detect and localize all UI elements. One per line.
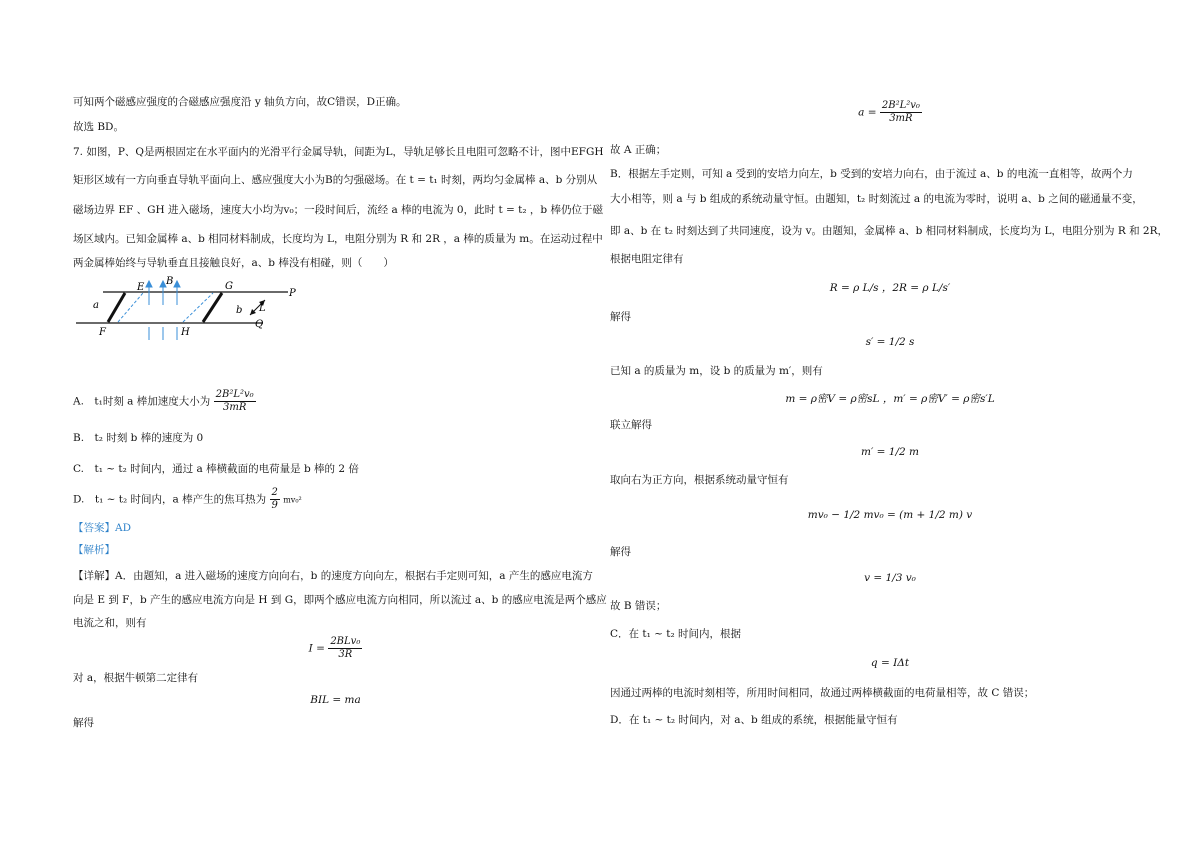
label-q: Q <box>255 319 264 330</box>
prev-choice: 故选 BD。 <box>73 121 124 133</box>
label-b: B <box>166 276 174 287</box>
detail-line-3: 电流之和，则有 <box>73 617 147 629</box>
equation-charge: q = IΔt <box>870 657 910 669</box>
part-b-line-2: 大小相等，则 a 与 b 组成的系统动量守恒。由题知，t₂ 时刻流过 a 的电流为零时，说明 a、b 之间的磁通量不变， <box>610 193 1143 205</box>
analysis-label: 【解析】 <box>73 544 115 556</box>
question-7-line-3: 磁场边界 EF 、GH 进入磁场，速度大小均为v₀；一段时间后，流经 a 棒的电流为 0，此时 t = t₂ ，b 棒仍位于磁 <box>73 204 603 216</box>
momentum-intro: 取向右为正方向，根据系统动量守恒有 <box>610 474 789 486</box>
part-b-line-1: B．根据左手定则，可知 a 受到的安培力向左，b 受到的安培力向右，由于流过 a、b 的电流一直相等，故两个力 <box>610 168 1133 180</box>
label-e: E <box>137 282 145 293</box>
equation-area: s′ = 1/2 s <box>865 336 915 348</box>
detail-line-1: 【详解】A．由题知，a 进入磁场的速度方向向右，b 的速度方向向左，根据右手定则可知，a 产生的感应电流方 <box>73 570 593 582</box>
label-p: P <box>289 288 296 299</box>
question-7-line-1: 7. 如图，P、Q是两根固定在水平面内的光滑平行金属导轨，间距为L，导轨足够长且电阻可忽略不计，图中EFGH <box>73 146 604 158</box>
label-h: H <box>181 327 190 338</box>
part-c-intro: C．在 t₁ ~ t₂ 时间内，根据 <box>610 628 742 640</box>
question-7-line-2: 矩形区域有一方向垂直导轨平面向上、感应强度大小为B的匀强磁场。在 t = t₁ 时刻，两均匀金属棒 a、b 分别从 <box>73 174 598 186</box>
detail-line-2: 向是 E 到 F，b 产生的感应电流方向是 H 到 G，即两个感应电流方向相同，所以流过 a、b 的感应电流是两个感应 <box>73 594 607 606</box>
question-7-line-5: 两金属棒始终与导轨垂直且接触良好，a、b 棒没有相碰，则（ ） <box>73 257 394 269</box>
combine-label: 联立解得 <box>610 419 652 431</box>
option-b: B. t₂ 时刻 b 棒的速度为 0 <box>73 432 204 444</box>
part-b-line-4: 根据电阻定律有 <box>610 253 684 265</box>
label-a: a <box>93 300 99 311</box>
label-bar-b: b <box>236 305 243 316</box>
conclusion-a: 故 A 正确； <box>610 144 667 156</box>
option-a: A. t₁时刻 a 棒加速度大小为 $\frac{\text{2B²L²v₀}}{3mR}$ <box>73 389 254 413</box>
equation-momentum: mv₀ − 1/2 mv₀ = (m + 1/2 m) v <box>807 509 973 521</box>
solve-label: 解得 <box>73 717 94 729</box>
equation-current: I = $\frac{\text{2BLv₀}}{3R}$ <box>308 636 361 660</box>
equation-velocity: v = 1/3 v₀ <box>864 572 916 584</box>
question-7-line-4: 场区域内。已知金属棒 a、b 相同材料制成，长度均为 L，电阻分别为 R 和 2R ，a 棒的质量为 m。在运动过程中 <box>73 233 603 245</box>
rails-diagram <box>73 275 323 345</box>
label-l: L <box>259 303 266 314</box>
equation-force: BIL = ma <box>310 694 361 706</box>
equation-mass-b: m′ = 1/2 m <box>860 446 919 458</box>
answer-label: 【答案】AD <box>73 522 132 534</box>
solve-label-1: 解得 <box>610 311 631 323</box>
part-b-line-3: 即 a、b 在 t₂ 时刻达到了共同速度，设为 v。由题知，金属棒 a、b 相同材料制成，长度均为 L，电阻分别为 R 和 2R， <box>610 225 1169 237</box>
label-g: G <box>225 281 233 292</box>
equation-mass: m = ρ密V = ρ密sL ，m′ = ρ密V′ = ρ密s′L <box>785 393 995 405</box>
mass-intro: 已知 a 的质量为 m，设 b 的质量为 m′，则有 <box>610 365 823 377</box>
newton-intro: 对 a，根据牛顿第二定律有 <box>73 672 199 684</box>
option-a-fraction: $\frac{\text{2B²L²v₀}}{3mR}$ <box>215 389 254 413</box>
option-c: C. t₁ ~ t₂ 时间内，通过 a 棒横截面的电荷量是 b 棒的 2 倍 <box>73 463 359 475</box>
equation-resistance: R = ρ L/s ，2R = ρ L/s′ <box>829 282 951 294</box>
prev-conclusion: 可知两个磁感应强度的合磁感应强度沿 y 轴负方向，故C错误，D正确。 <box>73 96 407 108</box>
label-f: F <box>99 327 106 338</box>
part-d-intro: D．在 t₁ ~ t₂ 时间内，对 a、b 组成的系统，根据能量守恒有 <box>610 714 898 726</box>
equation-acceleration: a = $\frac{\text{2B²L²v₀}}{3mR}$ <box>858 100 920 124</box>
conclusion-b: 故 B 错误； <box>610 600 667 612</box>
conclusion-c: 因通过两棒的电流时刻相等，所用时间相同，故通过两棒横截面的电荷量相等，故 C 错误； <box>610 687 1035 699</box>
option-d: D. t₁ ~ t₂ 时间内，a 棒产生的焦耳热为 $\frac{2}{9}$ mv₀² <box>73 487 302 511</box>
solve-label-2: 解得 <box>610 546 631 558</box>
option-d-fraction: $\frac{2}{9}$ <box>271 487 278 511</box>
